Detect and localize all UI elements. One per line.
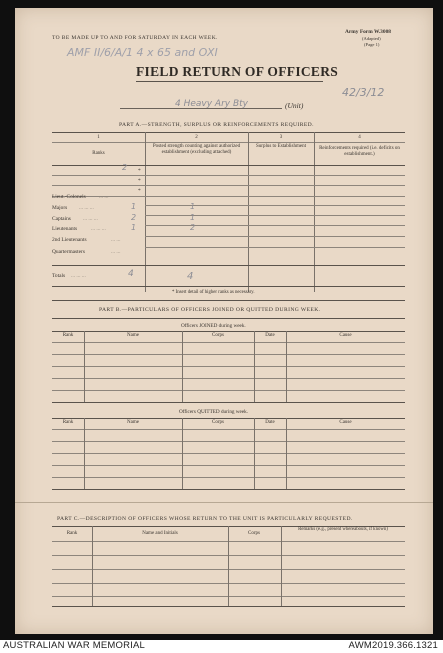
- col-header-surplus: Surplus to Establishment: [256, 144, 306, 149]
- joined-title: Officers JOINED during week.: [181, 323, 246, 329]
- col-header-reinforcements: Reinforcements required (i.e. deficits on establishment.): [319, 146, 400, 157]
- quitted-title: Officers QUITTED during week.: [179, 409, 249, 415]
- hand-totals-rank: 4: [128, 269, 134, 279]
- quitted-col-rank: Rank: [62, 420, 74, 425]
- rank-rule-4: [145, 236, 405, 237]
- dots-5: ... ...: [111, 237, 121, 243]
- joined-col-cause: Cause: [339, 333, 352, 338]
- star-marker-2: *: [138, 178, 141, 184]
- quitted-vline-3: [254, 418, 255, 489]
- star-marker-3: *: [138, 188, 141, 194]
- joined-top-rule: [52, 331, 405, 332]
- part-a-header-rule: [52, 165, 405, 166]
- hand-majors-rank: 1: [131, 202, 137, 211]
- part-b-title: PART B.—PARTICULARS OF OFFICERS JOINED OR QUITTED DURING WEEK.: [99, 307, 321, 313]
- quitted-header-rule: [52, 429, 405, 430]
- totals-label: Totals: [52, 273, 66, 279]
- paper-fold-line: [15, 502, 433, 503]
- joined-vline-1: [84, 331, 85, 402]
- star-marker-1: *: [138, 168, 141, 174]
- part-c-vline-3: [281, 526, 282, 606]
- hand-captains-posted: 1: [190, 213, 196, 222]
- part-c-title: PART C.—DESCRIPTION OF OFFICERS WHOSE RETURN TO THE UNIT IS PARTICULARLY REQUESTED.: [57, 516, 353, 522]
- joined-col-rank: Rank: [62, 333, 74, 338]
- quitted-col-cause: Cause: [339, 420, 352, 425]
- footer-bar: [0, 640, 443, 653]
- totals-bottom-rule: [52, 286, 405, 287]
- col-number-3: 3: [279, 135, 283, 140]
- army-form-adapted: (Adapted): [362, 36, 381, 41]
- joined-vline-4: [286, 331, 287, 402]
- quitted-col-date: Date: [265, 420, 275, 425]
- quitted-row-rule-1: [52, 441, 405, 442]
- dots-1: ... ...: [99, 194, 109, 200]
- handwritten-date: 42/3/12: [342, 86, 385, 99]
- part-c-col-remarks: Remarks (e.g., present whereabouts, if known): [298, 527, 388, 532]
- joined-row-rule-4: [52, 390, 405, 391]
- joined-row-rule-3: [52, 378, 405, 379]
- col-number-1: 1: [97, 135, 100, 140]
- part-a-title: PART A.—STRENGTH, SURPLUS OR REINFORCEMENTS REQUIRED.: [119, 122, 314, 128]
- footer-accession-number: AWM2019.366.1321: [348, 640, 438, 651]
- quitted-row-rule-4: [52, 477, 405, 478]
- rank-rule-1: [145, 205, 405, 206]
- joined-col-name: Name: [127, 333, 139, 338]
- dots-4: ... ... ...: [91, 226, 106, 232]
- joined-row-rule-2: [52, 366, 405, 367]
- joined-row-rule-1: [52, 354, 405, 355]
- hand-mark-top: 2: [122, 163, 128, 172]
- unit-label: (Unit): [285, 101, 304, 110]
- document-page: [15, 8, 433, 634]
- hand-captains-rank: 2: [131, 213, 137, 222]
- handwritten-reference: AMF II/6/A/1 4 x 65 and OXI: [67, 46, 218, 59]
- col-number-2: 2: [195, 135, 198, 140]
- joined-col-date: Date: [265, 333, 275, 338]
- rank-majors: Majors: [52, 205, 68, 211]
- star-row-rule-2: [52, 185, 405, 186]
- joined-vline-3: [254, 331, 255, 402]
- quitted-vline-1: [84, 418, 85, 489]
- part-a-vline-1: [145, 132, 146, 292]
- col-number-rule: [52, 142, 405, 143]
- dots-2: ... ... ...: [79, 205, 94, 211]
- part-c-vline-1: [92, 526, 93, 606]
- title-underline: [136, 81, 323, 82]
- footer-institution: AUSTRALIAN WAR MEMORIAL: [3, 640, 146, 651]
- hand-majors-posted: 1: [190, 202, 196, 211]
- totals-top-rule: [52, 265, 405, 266]
- army-form-page: (Page 1): [364, 42, 380, 47]
- part-a-footnote: * Insert detail of higher ranks as necessary.: [172, 290, 255, 295]
- dots-totals: ... ... ...: [71, 273, 86, 279]
- quitted-row-rule-2: [52, 453, 405, 454]
- col-number-4: 4: [358, 135, 361, 140]
- part-c-col-corps: Corps: [248, 531, 260, 536]
- part-b-top-rule: [52, 318, 405, 319]
- quitted-vline-2: [182, 418, 183, 489]
- dots-3: ... ... ...: [83, 216, 98, 222]
- part-c-col-name: Name and Initials: [142, 531, 178, 536]
- hand-lieutenants-posted: 2: [190, 223, 196, 232]
- rank-rule-2: [145, 215, 405, 216]
- joined-vline-2: [182, 331, 183, 402]
- joined-header-rule: [52, 342, 405, 343]
- instruction-text: TO BE MADE UP TO AND FOR SATURDAY IN EACH WEEK.: [52, 35, 218, 41]
- army-form-number: Army Form W.3008: [345, 29, 391, 35]
- rank-lieut-colonels: Lieut.-Colonels: [52, 194, 86, 200]
- rank-lieutenants: Lieutenants: [52, 226, 78, 232]
- part-c-bottom-rule: [52, 606, 405, 607]
- quitted-row-rule-3: [52, 465, 405, 466]
- rank-2nd-lieutenants: 2nd Lieutenants: [52, 237, 87, 243]
- part-a-vline-3: [314, 132, 315, 292]
- star-row-rule-1: [52, 175, 405, 176]
- part-a-top-rule: [52, 132, 405, 133]
- quitted-top-rule: [52, 418, 405, 419]
- rank-captains: Captains: [52, 216, 71, 222]
- quitted-col-corps: Corps: [212, 420, 224, 425]
- part-a-end-rule: [52, 300, 405, 301]
- part-c-vline-2: [228, 526, 229, 606]
- part-a-vline-2: [248, 132, 249, 292]
- hand-totals-posted: 4: [187, 271, 194, 282]
- page-title: FIELD RETURN OF OFFICERS: [136, 64, 339, 79]
- unit-dotted-line: [120, 108, 282, 109]
- col-header-posted: Posted strength counting against authorized establishment (excluding attached): [152, 144, 241, 155]
- hand-lieutenants-rank: 1: [131, 223, 137, 232]
- col-header-ranks: Ranks: [92, 151, 105, 156]
- rank-rule-5: [145, 247, 405, 248]
- handwritten-unit: 4 Heavy Ary Bty: [175, 99, 248, 109]
- quitted-col-name: Name: [127, 420, 139, 425]
- quitted-bottom-rule: [52, 489, 405, 490]
- part-c-col-rank: Rank: [66, 531, 78, 536]
- joined-col-corps: Corps: [212, 333, 224, 338]
- rank-rule-3: [145, 225, 405, 226]
- joined-bottom-rule: [52, 402, 405, 403]
- dots-6: ... ...: [111, 249, 121, 255]
- quitted-vline-4: [286, 418, 287, 489]
- rank-quartermasters: Quartermasters: [52, 249, 85, 255]
